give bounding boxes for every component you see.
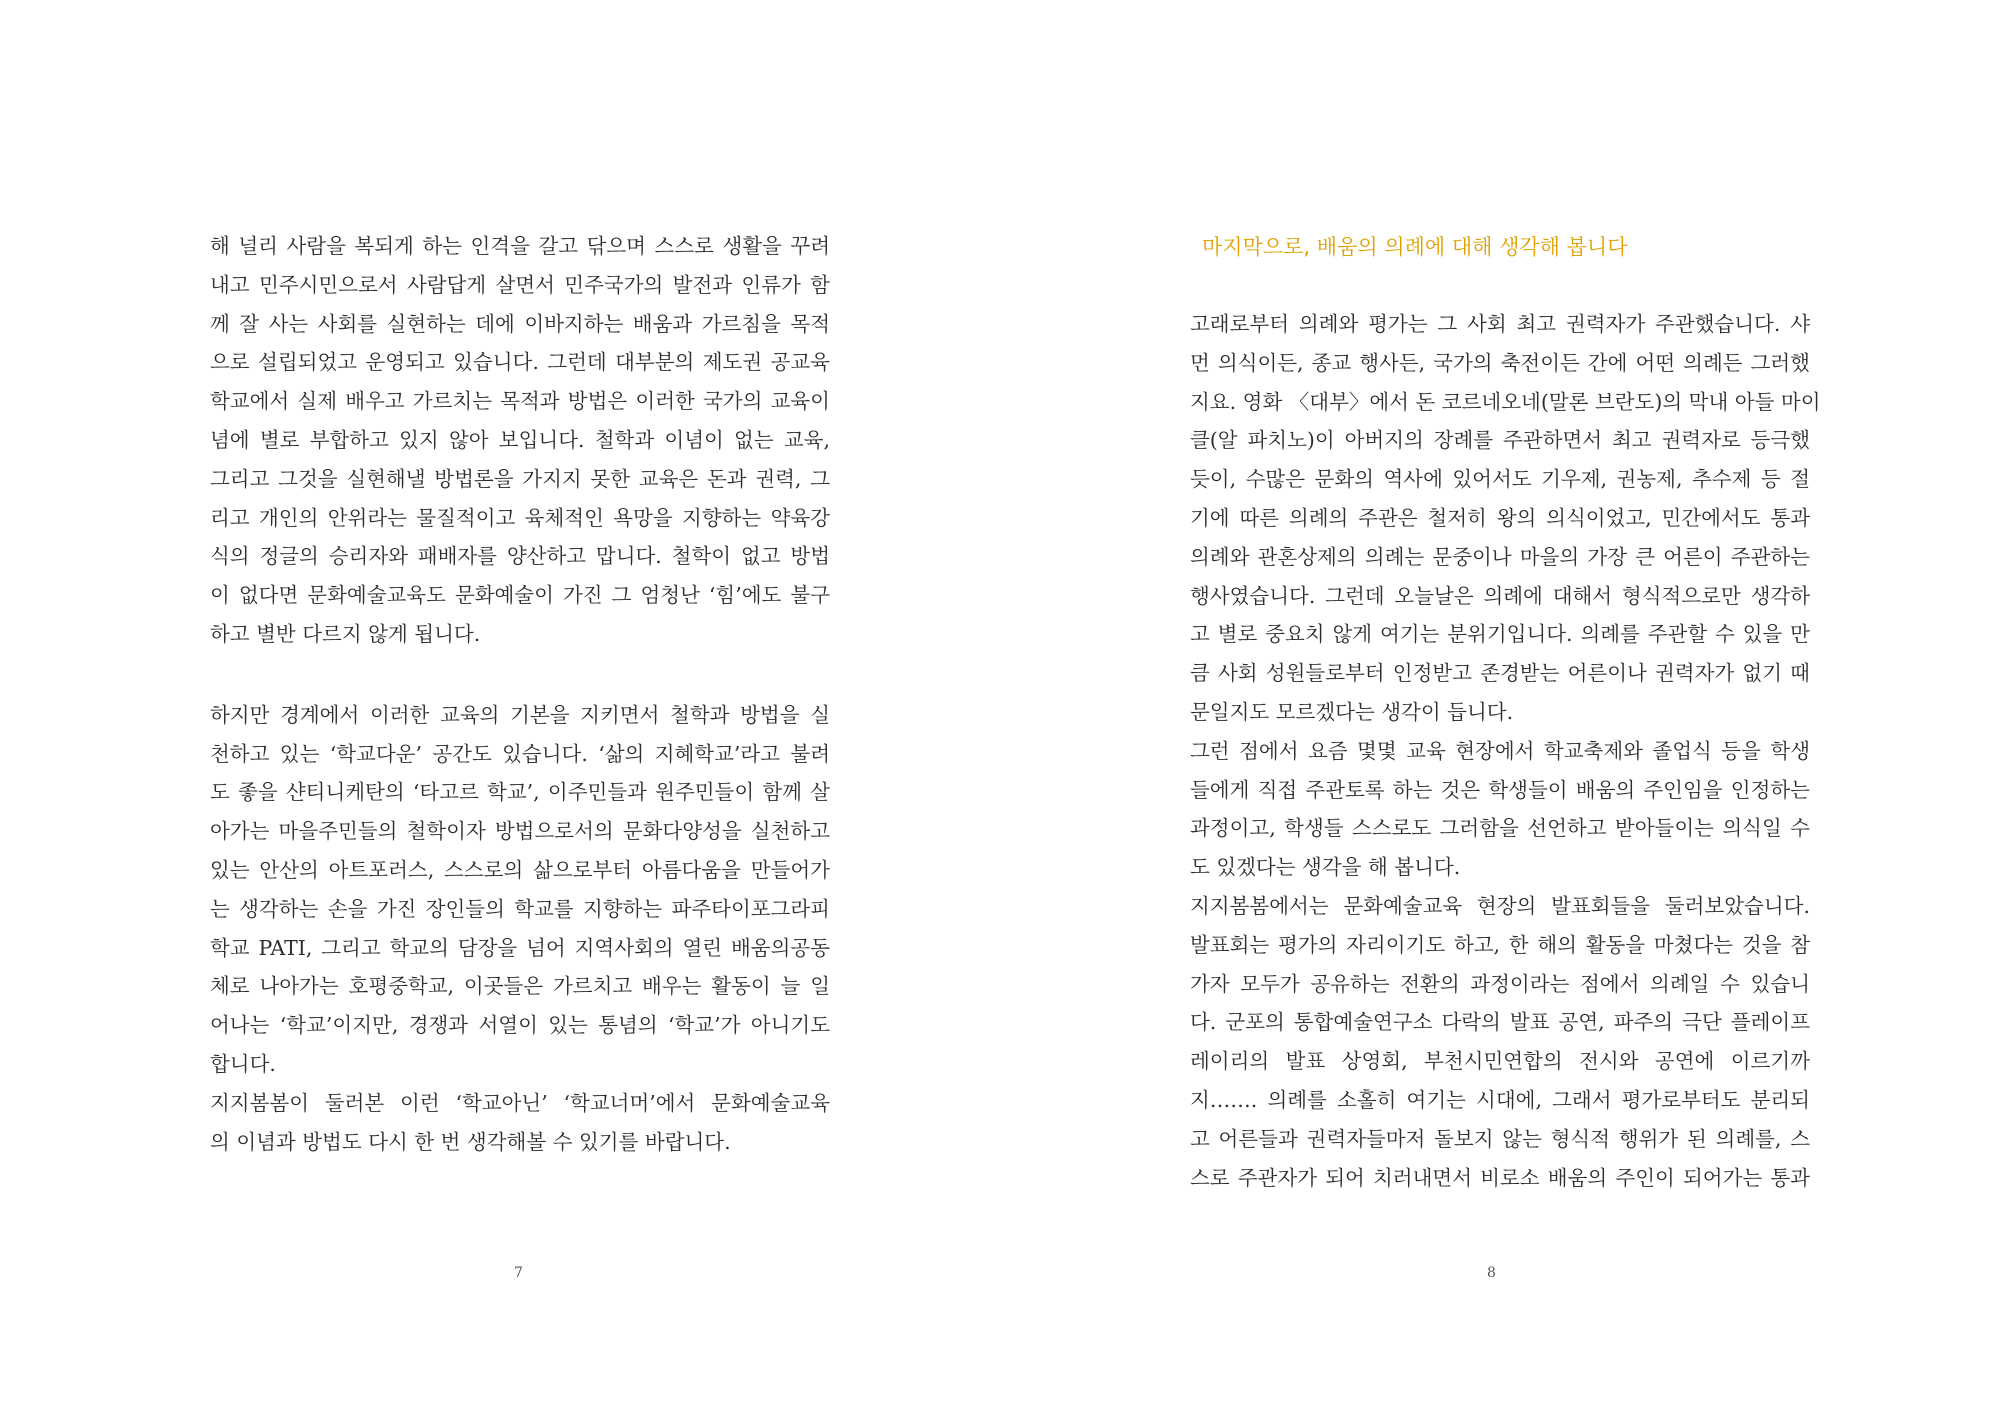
section-heading: 마지막으로, 배움의 의례에 대해 생각해 봅니다 bbox=[1202, 235, 1628, 259]
text-line: 도 좋을 샨티니케탄의 ‘타고르 학교’, 이주민들과 원주민들이 함께 살 bbox=[210, 780, 830, 805]
text-line: 지……. 의례를 소홀히 여기는 시대에, 그래서 평가로부터도 분리되 bbox=[1190, 1087, 1810, 1112]
text-line: 지요. 영화 〈대부〉에서 돈 코르네오네(말론 브란도)의 막내 아들 마이 bbox=[1190, 389, 1821, 414]
text-line: 문일지도 모르겠다는 생각이 듭니다. bbox=[1190, 699, 1514, 724]
text-line: 도 있겠다는 생각을 해 봅니다. bbox=[1190, 855, 1461, 880]
text-line: 의례와 관혼상제의 의례는 문중이나 마을의 가장 큰 어른이 주관하는 bbox=[1190, 544, 1810, 569]
text-line: 아가는 마을주민들의 철학이자 방법으로서의 문화다양성을 실천하고 bbox=[210, 819, 830, 844]
text-line: 하고 별반 다르지 않게 됩니다. bbox=[210, 621, 481, 646]
text-line: 학교 PATI, 그리고 학교의 담장을 넘어 지역사회의 열린 배움의공동 bbox=[210, 935, 830, 960]
text-line: 그런 점에서 요즘 몇몇 교육 현장에서 학교축제와 졸업식 등을 학생 bbox=[1190, 738, 1810, 763]
left-page-body bbox=[210, 227, 830, 1161]
text-line: 이 없다면 문화예술교육도 문화예술이 가진 그 엄청난 ‘힘’에도 불구 bbox=[210, 583, 830, 608]
text-line: 천하고 있는 ‘학교다운’ 공간도 있습니다. ‘삶의 지혜학교’라고 불려 bbox=[210, 741, 830, 766]
text-line: 스로 주관자가 되어 치러내면서 비로소 배움의 주인이 되어가는 통과 bbox=[1190, 1165, 1810, 1190]
text-line: 고 어른들과 권력자들마저 돌보지 않는 형식적 행위가 된 의례를, 스 bbox=[1190, 1126, 1810, 1151]
text-line: 는 생각하는 손을 가진 장인들의 학교를 지향하는 파주타이포그라피 bbox=[210, 896, 830, 921]
right-page bbox=[1000, 0, 2000, 1413]
text-line: 들에게 직접 주관토록 하는 것은 학생들이 배움의 주인임을 인정하는 bbox=[1190, 777, 1810, 802]
text-line: 가자 모두가 공유하는 전환의 과정이라는 점에서 의례일 수 있습니 bbox=[1190, 971, 1810, 996]
text-line: 듯이, 수많은 문화의 역사에 있어서도 기우제, 권농제, 추수제 등 절 bbox=[1190, 467, 1810, 492]
right-page-body bbox=[1190, 305, 1821, 1197]
text-line: 내고 민주시민으로서 사람답게 살면서 민주국가의 발전과 인류가 함 bbox=[210, 272, 830, 297]
paragraph-gap bbox=[210, 654, 830, 696]
text-line: 먼 의식이든, 종교 행사든, 국가의 축전이든 간에 어떤 의례든 그러했 bbox=[1190, 350, 1810, 375]
text-line: 지지봄봄에서는 문화예술교육 현장의 발표회들을 둘러보았습니다. bbox=[1190, 893, 1810, 918]
text-line: 그리고 그것을 실현해낼 방법론을 가지지 못한 교육은 돈과 권력, 그 bbox=[210, 466, 830, 491]
text-line: 하지만 경계에서 이러한 교육의 기본을 지키면서 철학과 방법을 실 bbox=[210, 702, 830, 727]
text-line: 고 별로 중요치 않게 여기는 분위기입니다. 의례를 주관할 수 있을 만 bbox=[1190, 622, 1810, 647]
text-line: 으로 설립되었고 운영되고 있습니다. 그런데 대부분의 제도권 공교육 bbox=[210, 350, 830, 375]
text-line: 께 잘 사는 사회를 실현하는 데에 이바지하는 배움과 가르침을 목적 bbox=[210, 311, 830, 336]
text-line: 체로 나아가는 호평중학교, 이곳들은 가르치고 배우는 활동이 늘 일 bbox=[210, 974, 830, 999]
page-number: 8 bbox=[1487, 1265, 1496, 1281]
text-line: 식의 정글의 승리자와 패배자를 양산하고 맙니다. 철학이 없고 방법 bbox=[210, 544, 830, 569]
text-line: 과정이고, 학생들 스스로도 그러함을 선언하고 받아들이는 의식일 수 bbox=[1190, 816, 1810, 841]
text-line: 다. 군포의 통합예술연구소 다락의 발표 공연, 파주의 극단 플레이프 bbox=[1190, 1010, 1810, 1035]
text-line: 큼 사회 성원들로부터 인정받고 존경받는 어른이나 권력자가 없기 때 bbox=[1190, 661, 1810, 686]
text-line: 발표회는 평가의 자리이기도 하고, 한 해의 활동을 마쳤다는 것을 참 bbox=[1190, 932, 1810, 957]
text-line: 합니다. bbox=[210, 1051, 276, 1076]
text-line: 클(알 파치노)이 아버지의 장례를 주관하면서 최고 권력자로 등극했 bbox=[1190, 428, 1810, 453]
text-line: 고래로부터 의례와 평가는 그 사회 최고 권력자가 주관했습니다. 샤 bbox=[1190, 312, 1810, 336]
page-number: 7 bbox=[514, 1265, 523, 1281]
text-line: 어나는 ‘학교’이지만, 경쟁과 서열이 있는 통념의 ‘학교’가 아니기도 bbox=[210, 1013, 830, 1038]
text-line: 리고 개인의 안위라는 물질적이고 육체적인 욕망을 지향하는 약육강 bbox=[210, 505, 830, 530]
text-line: 레이리의 발표 상영회, 부천시민연합의 전시와 공연에 이르기까 bbox=[1190, 1049, 1810, 1074]
text-line: 념에 별로 부합하고 있지 않아 보입니다. 철학과 이념이 없는 교육, bbox=[210, 427, 830, 452]
text-line: 지지봄봄이 둘러본 이런 ‘학교아닌’ ‘학교너머’에서 문화예술교육 bbox=[210, 1090, 830, 1115]
text-line: 행사였습니다. 그런데 오늘날은 의례에 대해서 형식적으로만 생각하 bbox=[1190, 583, 1810, 608]
text-line: 해 널리 사람을 복되게 하는 인격을 갈고 닦으며 스스로 생활을 꾸려 bbox=[210, 234, 830, 258]
text-line: 의 이념과 방법도 다시 한 번 생각해볼 수 있기를 바랍니다. bbox=[210, 1129, 731, 1154]
text-line: 있는 안산의 아트포러스, 스스로의 삶으로부터 아름다움을 만들어가 bbox=[210, 857, 830, 882]
text-line: 기에 따른 의례의 주관은 철저히 왕의 의식이었고, 민간에서도 통과 bbox=[1190, 505, 1810, 530]
text-line: 학교에서 실제 배우고 가르치는 목적과 방법은 이러한 국가의 교육이 bbox=[210, 389, 830, 414]
